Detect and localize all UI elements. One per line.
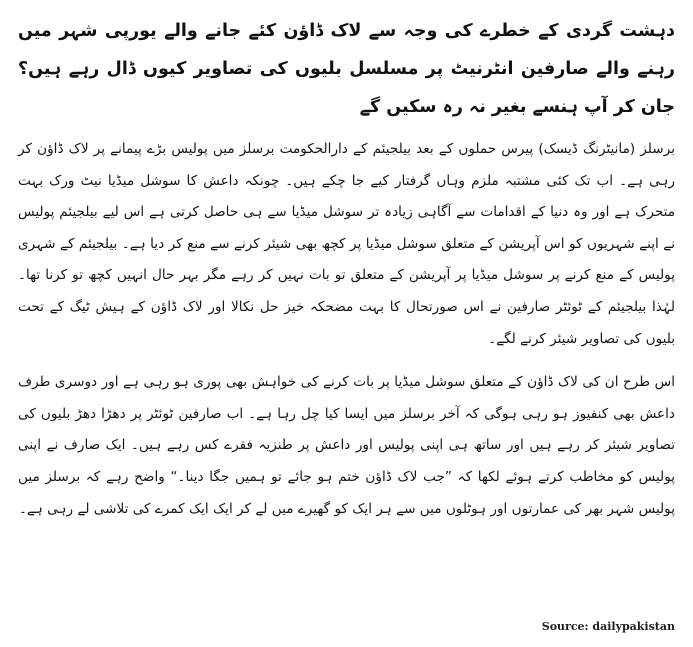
article-paragraph-2: اس طرح ان کی لاک ڈاؤن کے متعلق سوشل میڈیا پر بات کرنے کی خواہش بھی پوری ہو رہی ہے اور دوسری طرف داعش بھی کنفیوز ہو رہی ہوگی کہ آخر برسلز میں ایسا کیا چل رہا ہے۔ اب صارفین ٹوئٹر پر دھڑا دھڑ بلیوں کی تصاویر شیئر کر رہے ہیں اور ساتھ ہی اپنی پولیس اور داعش پر طنزیہ فقرے کس رہے ہیں۔ ایک صارف نے اپنی پولیس کو مخاطب کرتے ہوئے لکھا کہ ”جب لاک ڈاؤن ختم ہو جائے تو ہمیں جگا دینا۔“ واضح رہے کہ برسلز میں پولیس شہر بھر کی عمارتوں اور ہوٹلوں میں سے ہر ایک کو گھیرے میں لے کر ایک ایک کمرے کی تلاشی لے رہی ہے۔: [18, 374, 675, 517]
article-headline: دہشت گردی کے خطرے کی وجہ سے لاک ڈاؤن کئے جانے والے یورپی شہر میں رہنے والے صارفین انٹرنیٹ پر مسلسل بلیوں کی تصاویر کیوں ڈال رہے ہیں؟ جان کر آپ ہنسے بغیر نہ رہ سکیں گے: [18, 21, 675, 117]
article: [18, 12, 675, 537]
source-credit: Source: dailypakistan: [541, 620, 675, 633]
article-paragraph-1: برسلز (مانیٹرنگ ڈیسک) پیرس حملوں کے بعد بیلجیئم کے دارالحکومت برسلز میں پولیس بڑے پیمانے پر لاک ڈاؤن کر رہی ہے۔ اب تک کئی مشتبہ ملزم وہاں گرفتار کیے جا چکے ہیں۔ چونکہ داعش کا سوشل میڈیا نیٹ ورک بہت متحرک ہے اور وہ دنیا کے اقدامات سے آگاہی زیادہ تر سوشل میڈیا سے ہی حاصل کرتی ہے اس لیے بیلجیئم پولیس نے اپنے شہریوں کو اس آپریشن کے متعلق سوشل میڈیا پر کچھ بھی شیئر کرنے سے منع کر دیا ہے۔ بیلجیئم کے شہری پولیس کے منع کرنے پر سوشل میڈیا پر آپریشن کے متعلق تو بات نہیں کر رہے مگر بہر حال انہیں کچھ تو کرنا تھا۔ لہٰذا بیلجیئم کے ٹوئٹر صارفین نے اس صورتحال کا بہت مضحکہ خیز حل نکالا اور لاک ڈاؤن کے ہیش ٹیگ کے تحت بلیوں کی تصاویر شیئر کرنے لگے۔: [18, 141, 675, 347]
